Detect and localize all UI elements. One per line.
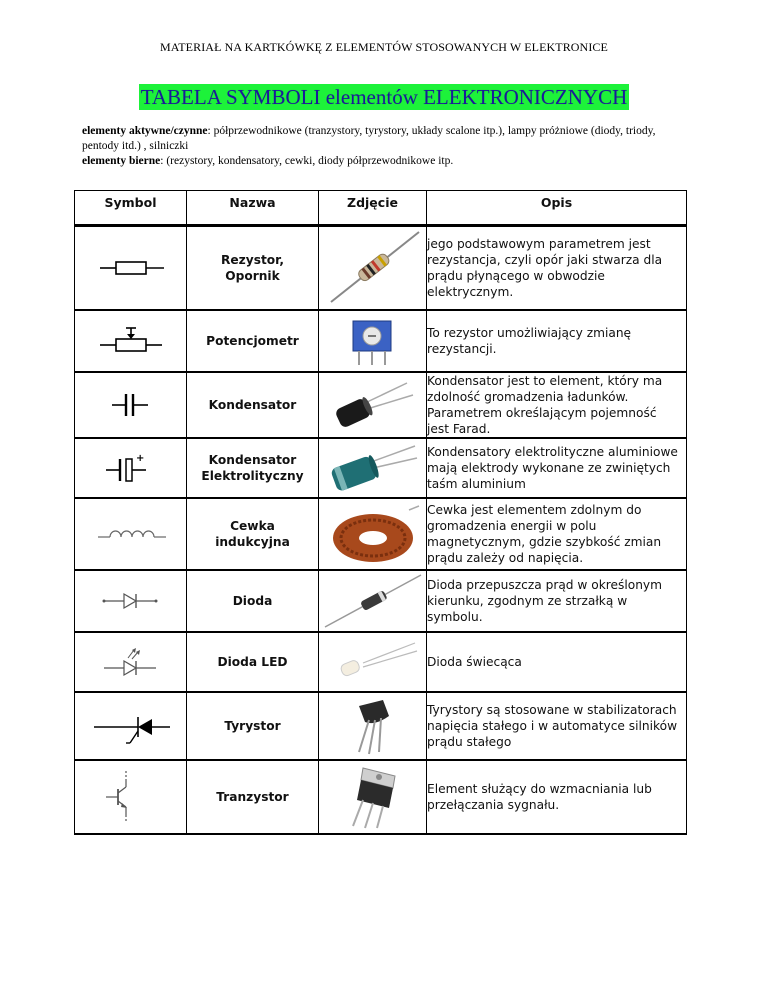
component-name-line: Kondensator: [208, 397, 297, 412]
description-line: napięcia stałego i w automatyce silników: [427, 718, 678, 733]
component-name-line: Dioda: [232, 593, 273, 608]
inductor-photo-icon: [319, 498, 427, 570]
intro-active-label: elementy aktywne/czynne: [82, 125, 208, 137]
component-description: [427, 310, 687, 372]
thyristor-photo-icon: [319, 692, 427, 760]
thyristor-symbol-icon: [75, 692, 187, 760]
led-photo-icon: [319, 632, 427, 692]
description-line: gromadzenia energii w polu: [427, 518, 597, 533]
header-photo: Zdjęcie: [319, 191, 427, 226]
table-row: [75, 632, 687, 692]
description-line: jest Farad.: [427, 421, 491, 436]
led-symbol-icon: [75, 632, 187, 692]
description-line: magnetycznym, gdzie szybkość zmian: [427, 534, 662, 549]
table-row: [75, 438, 687, 498]
component-description: [427, 498, 687, 570]
title-wrap: [0, 84, 768, 110]
description-line: Element służący do wzmacniania lub: [427, 781, 652, 796]
description-line: taśm aluminium: [427, 476, 526, 491]
component-description: [427, 372, 687, 438]
component-name: [187, 570, 319, 632]
intro-active: [82, 124, 692, 154]
header-description: Opis: [427, 191, 687, 226]
component-name-line: Kondensator: [208, 452, 297, 467]
resistor-symbol-icon: [75, 226, 187, 310]
component-name: [187, 226, 319, 310]
component-description: [427, 760, 687, 834]
capacitor-symbol-icon: [75, 372, 187, 438]
potentiometer-photo-icon: [319, 310, 427, 372]
table-row: [75, 226, 687, 310]
description-line: To rezystor umożliwiający zmianę: [427, 325, 632, 340]
potentiometer-symbol-icon: [75, 310, 187, 372]
document-header: MATERIAŁ NA KARTKÓWKĘ Z ELEMENTÓW STOSOWANYCH W ELEKTRONICE: [160, 40, 608, 54]
description-line: Cewka jest elementem zdolnym do: [427, 502, 642, 517]
component-name-line: Opornik: [225, 268, 280, 283]
inductor-symbol-icon: [75, 498, 187, 570]
component-name-line: indukcyjna: [215, 534, 290, 549]
component-description: [427, 692, 687, 760]
description-line: kierunku, zgodnym ze strzałką w: [427, 593, 628, 608]
table-row: [75, 760, 687, 834]
component-name: [187, 438, 319, 498]
description-line: Tyrystory są stosowane w stabilizatorach: [427, 702, 677, 717]
table-row: [75, 310, 687, 372]
intro-text: [82, 124, 692, 169]
component-name-line: Dioda LED: [217, 654, 288, 669]
component-name-line: Cewka: [230, 518, 275, 533]
description-line: prądu stałego: [427, 734, 512, 749]
table-header-row: [75, 191, 687, 226]
component-name-line: Potencjometr: [206, 333, 299, 348]
description-line: mają elektrody wykonane ze zwiniętych: [427, 460, 671, 475]
component-name: [187, 310, 319, 372]
description-line: Parametrem określającym pojemność: [427, 405, 657, 420]
component-name: [187, 372, 319, 438]
header-symbol: Symbol: [75, 191, 187, 226]
component-name-line: Tranzystor: [216, 789, 289, 804]
transistor-photo-icon: [319, 760, 427, 834]
capacitor-photo-icon: [319, 372, 427, 438]
transistor-symbol-icon: [75, 760, 187, 834]
description-line: rezystancji.: [427, 341, 497, 356]
electrolytic-capacitor-photo-icon: [319, 438, 427, 498]
component-description: [427, 226, 687, 310]
component-name: [187, 692, 319, 760]
description-line: przełączania sygnału.: [427, 797, 560, 812]
component-description: [427, 570, 687, 632]
description-line: Dioda świecąca: [427, 654, 522, 669]
component-name: [187, 632, 319, 692]
description-line: prądu płynącego w obwodzie: [427, 268, 605, 283]
diode-photo-icon: [319, 570, 427, 632]
electrolytic-capacitor-symbol-icon: [75, 438, 187, 498]
svg-text:+: +: [135, 452, 144, 464]
intro-active-text: : półprzewodnikowe (tranzystory, tyrystory, układy scalone itp.), lampy próżniowe (diody, triody, pentody itd.) , silniczki: [82, 125, 656, 152]
description-line: Kondensator jest to element, który ma: [427, 373, 663, 388]
description-line: symbolu.: [427, 609, 483, 624]
table-body: [75, 226, 687, 834]
symbol-table: [74, 190, 687, 835]
document-title: TABELA SYMBOLI elementów ELEKTRONICZNYCH: [140, 85, 628, 109]
component-name: [187, 760, 319, 834]
component-name-line: Rezystor,: [221, 252, 284, 267]
description-line: Dioda przepuszcza prąd w określonym: [427, 577, 663, 592]
component-name-line: Elektrolityczny: [201, 468, 304, 483]
table-row: [75, 692, 687, 760]
intro-passive: [82, 154, 692, 169]
intro-passive-text: : (rezystory, kondensatory, cewki, diody półprzewodnikowe itp.: [160, 155, 454, 167]
description-line: prądu zależy od napięcia.: [427, 550, 584, 565]
intro-passive-label: elementy bierne: [82, 155, 161, 167]
description-line: zdolność gromadzenia ładunków.: [427, 389, 629, 404]
component-description: [427, 632, 687, 692]
resistor-photo-icon: [319, 226, 427, 310]
description-line: Kondensatory elektrolityczne aluminiowe: [427, 444, 678, 459]
table-row: [75, 498, 687, 570]
component-name: [187, 498, 319, 570]
component-description: [427, 438, 687, 498]
description-line: rezystancja, czyli opór jaki stwarza dla: [427, 252, 663, 267]
table-row: [75, 372, 687, 438]
table-row: [75, 570, 687, 632]
component-name-line: Tyrystor: [224, 718, 281, 733]
description-line: elektrycznym.: [427, 284, 514, 299]
diode-symbol-icon: [75, 570, 187, 632]
header-name: Nazwa: [187, 191, 319, 226]
description-line: jego podstawowym parametrem jest: [427, 236, 651, 251]
